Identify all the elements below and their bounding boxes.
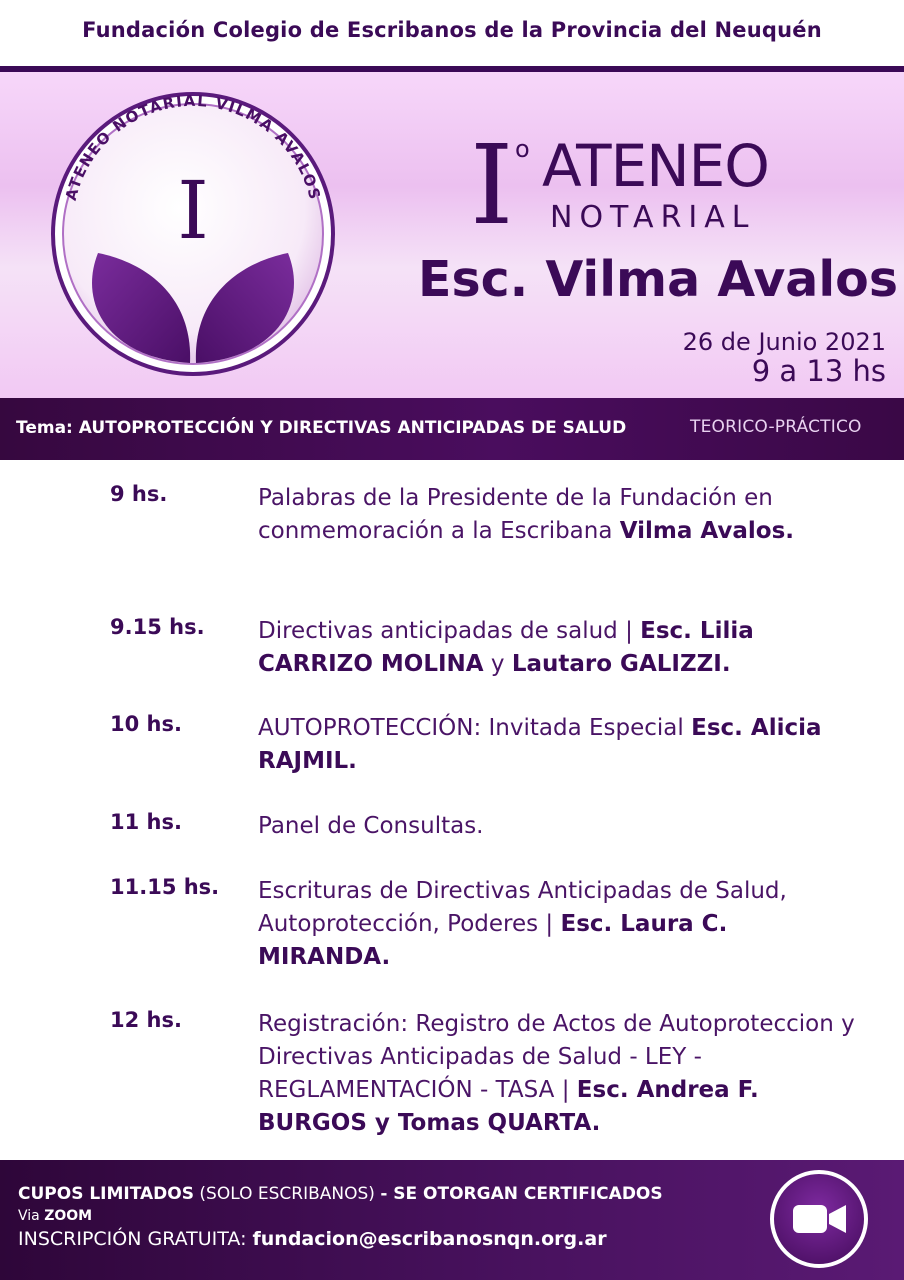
event-title-block [418,121,900,395]
footer [0,1160,904,1280]
footer-cupos: CUPOS LIMITADOS (SOLO ESCRIBANOS) - SE OTORGAN CERTIFICADOS [18,1184,663,1204]
registration-email[interactable]: fundacion@escribanosnqn.org.ar [252,1228,607,1250]
ordinal-mark: o [515,135,530,163]
footer-via: Via ZOOM [18,1208,93,1224]
event-date: 26 de Junio 2021 [682,328,886,356]
agenda-time: 12 hs. [110,1008,182,1032]
agenda-description: Escrituras de Directivas Anticipadas de Salud, Autoprotección, Poderes | Esc. Laura C. MIRANDA. [258,878,787,970]
footer-inscription: INSCRIPCIÓN GRATUITA: fundacion@escribanosnqn.org.ar [18,1228,607,1250]
agenda-time: 11.15 hs. [110,875,220,899]
logo-numeral: I [177,164,209,257]
topic [16,418,626,438]
agenda-description: Directivas anticipadas de salud | Esc. Lilia CARRIZO MOLINA y Lautaro GALIZZI. [258,618,754,677]
header [0,0,904,66]
logo-ring-text: ATENEO NOTARIAL VILMA AVALOS [61,91,325,203]
agenda-time: 9 hs. [110,482,168,506]
honoree-name: Esc. Vilma Avalos [418,251,898,308]
topic-label: Tema: [16,418,73,438]
ateneo-logo [28,88,358,388]
agenda-time: 11 hs. [110,810,182,834]
event-title-ateneo: ATENEO [542,132,769,200]
agenda-description: Registración: Registro de Actos de Autoproteccion y Directivas Anticipadas de Salud - LEY - REGLAMENTACIÓN - TASA | Esc. Andrea F. BURGOS y Tomas QUARTA. [258,1011,855,1136]
event-title-notarial: NOTARIAL [550,200,756,235]
event-numeral: I [470,121,514,249]
video-camera-icon [768,1168,870,1270]
topic-value: AUTOPROTECCIÓN Y DIRECTIVAS ANTICIPADAS DE SALUD [78,418,627,438]
organization-name: Fundación Colegio de Escribanos de la Provincia del Neuquén [82,18,822,42]
agenda-description: AUTOPROTECCIÓN: Invitada Especial Esc. Alicia RAJMIL. [258,715,822,774]
topic-bar [0,398,904,460]
agenda-time: 10 hs. [110,712,182,736]
topic-modality: TEORICO-PRÁCTICO [690,417,862,437]
event-hours: 9 a 13 hs [751,354,886,388]
agenda-description: Panel de Consultas. [258,813,484,839]
agenda-time: 9.15 hs. [110,615,205,639]
agenda-list [0,470,904,1160]
agenda-description: Palabras de la Presidente de la Fundación en conmemoración a la Escribana Vilma Avalos. [258,485,795,544]
